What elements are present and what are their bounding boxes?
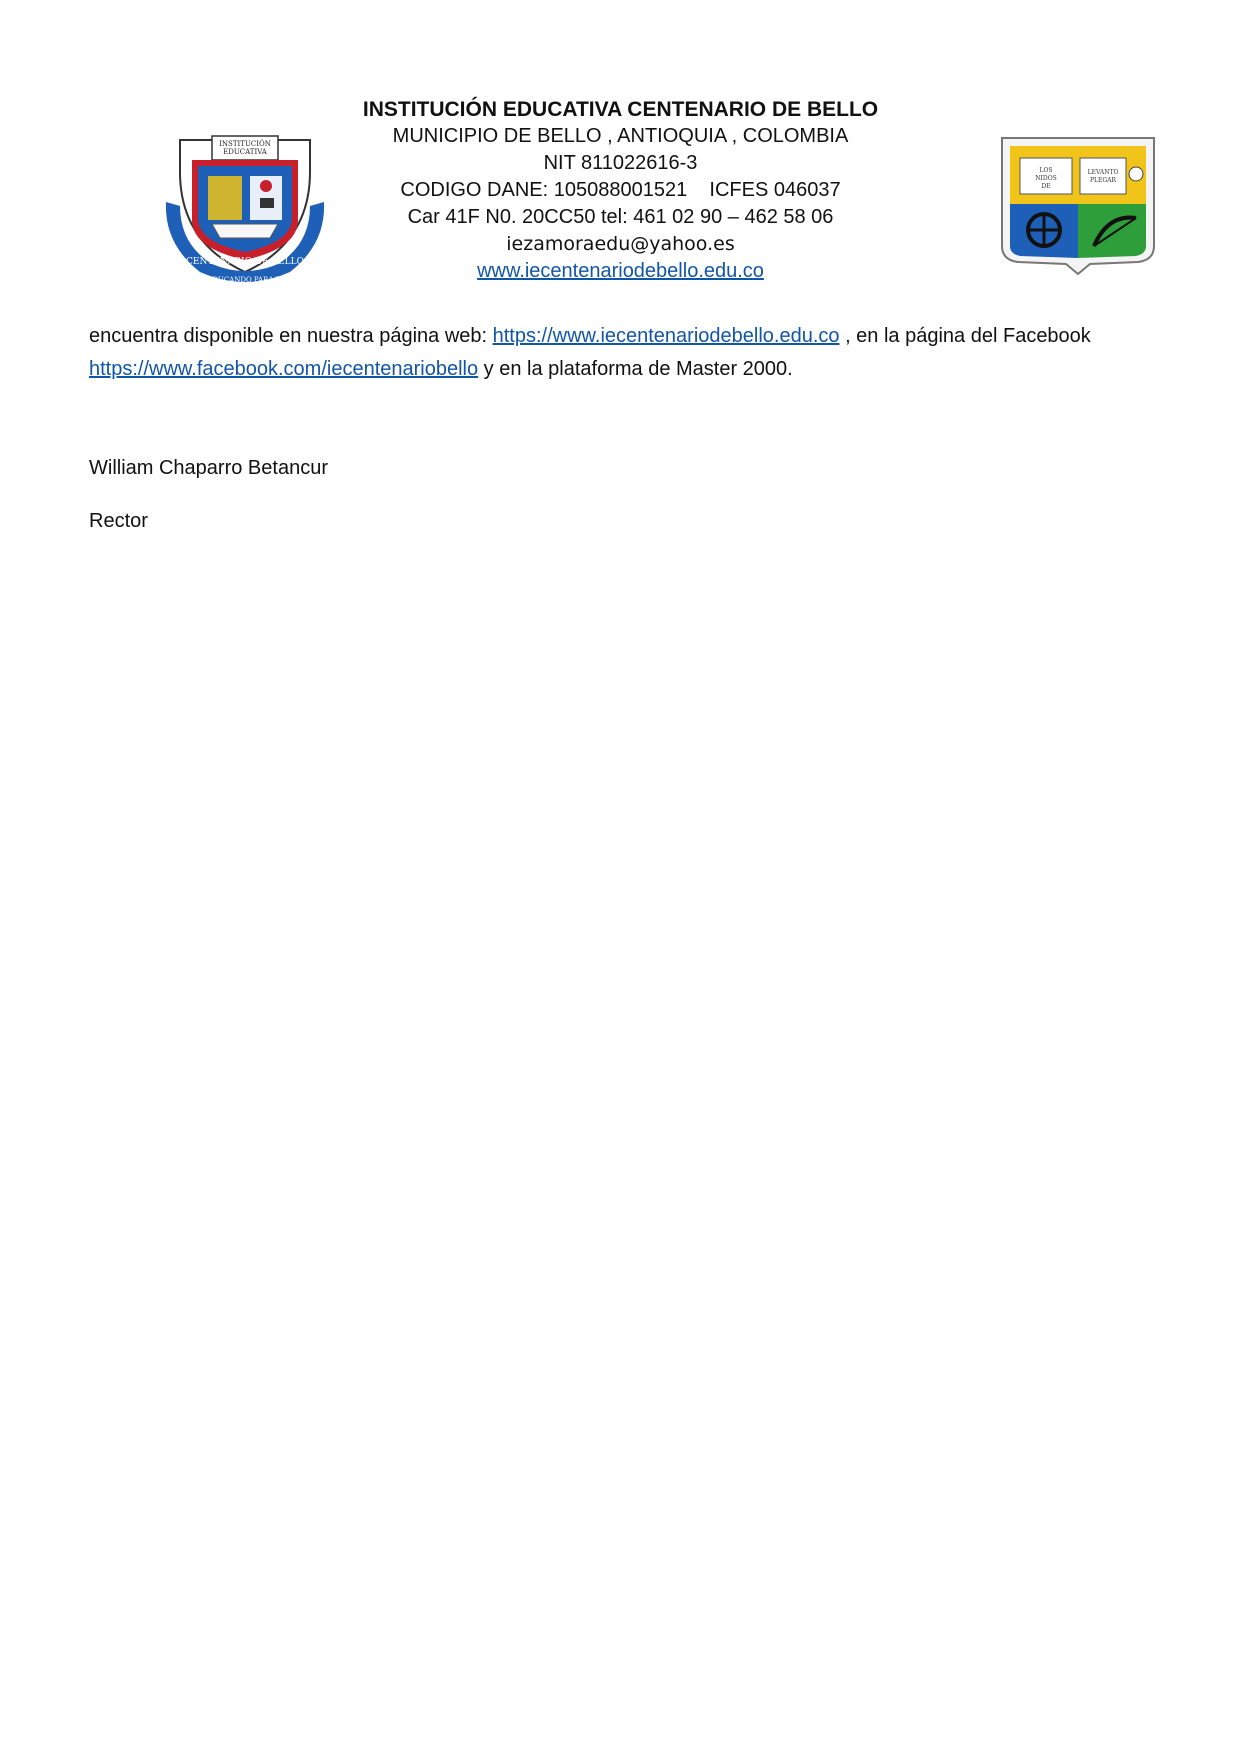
codes-line: CODIGO DANE: 105088001521 ICFES 046037: [400, 179, 841, 201]
address-line: Car 41F N0. 20CC50 tel: 461 02 90 – 462 58 06: [407, 206, 834, 228]
availability-paragraph: [89, 320, 1159, 386]
facebook-link[interactable]: https://www.facebook.com/iecentenariobello: [89, 358, 479, 380]
signer-name: William Chaparro Betancur: [89, 457, 328, 479]
institution-name: INSTITUCIÓN EDUCATIVA CENTENARIO DE BELLO: [362, 98, 879, 121]
para-prefix: encuentra disponible en nuestra página web:: [89, 325, 493, 347]
nit-line: NIT 811022616-3: [543, 152, 698, 174]
website-url-link[interactable]: https://www.iecentenariodebello.edu.co: [492, 325, 840, 347]
website-link[interactable]: www.iecentenariodebello.edu.co: [477, 260, 764, 282]
email-line: iezamoraedu@yahoo.es: [506, 233, 735, 255]
svg-text:LOS: LOS: [1039, 167, 1053, 174]
svg-text:NIDOS: NIDOS: [1035, 175, 1057, 182]
signer-role: Rector: [89, 510, 148, 532]
svg-text:DE: DE: [1041, 183, 1051, 190]
svg-text:PLEGAR: PLEGAR: [1089, 177, 1117, 184]
school-shield-logo: [160, 132, 330, 288]
svg-text:INSTITUCIÓN: INSTITUCIÓN: [219, 140, 271, 148]
svg-text:EDUCATIVA: EDUCATIVA: [223, 148, 267, 156]
municipal-coat-of-arms: [998, 134, 1158, 276]
letterhead-text: [320, 96, 921, 285]
letterhead: [0, 96, 1241, 296]
letter-body: [89, 320, 1159, 386]
svg-text:CENTENARIO DE BELLO: CENTENARIO DE BELLO: [185, 257, 305, 267]
para-suffix: y en la plataforma de Master 2000.: [478, 358, 793, 380]
svg-text:LEVANTO: LEVANTO: [1087, 169, 1119, 176]
svg-text:SIEMPRE EDUCANDO PARA EL FUTUR: SIEMPRE EDUCANDO PARA EL FUTURO: [170, 276, 320, 284]
para-middle: , en la página del Facebook: [839, 325, 1091, 347]
municipality-line: MUNICIPIO DE BELLO , ANTIOQUIA , COLOMBIA: [392, 125, 849, 147]
